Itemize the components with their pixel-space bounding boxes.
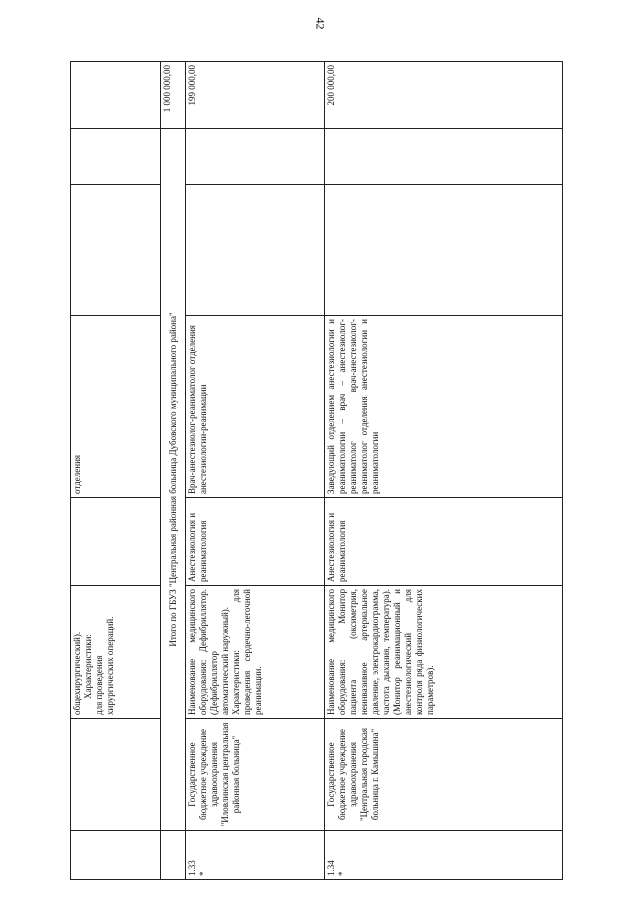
equipment-line: общехирургический). bbox=[72, 631, 82, 715]
subtotal-amount: 1 000 000,00 bbox=[161, 62, 186, 129]
cell-number-empty bbox=[161, 831, 186, 880]
table-row bbox=[325, 62, 563, 880]
cell-empty bbox=[325, 129, 563, 185]
row-amount: 199 000,00 bbox=[186, 62, 325, 129]
cell-empty bbox=[71, 185, 161, 316]
cell-department-continuation: отделения bbox=[71, 316, 161, 498]
row-number: 1.34 * bbox=[325, 831, 563, 880]
row-institution: Государственное бюджетное учреждение здравоохранения "Центральная городская больница г. Камышина" bbox=[325, 719, 563, 831]
cell-amount-empty bbox=[71, 62, 161, 129]
cell-empty bbox=[325, 185, 563, 316]
page-number: 42 bbox=[313, 17, 328, 30]
row-equipment: Наименование медицинского оборудования: Монитор пациента (оксиметрия, неинвазивное артериальное давление, электрокардиограмма, частота дыхания, температура). (Монитор реанимационный и анестезиологический для контроля ряда физиологических параметров). bbox=[325, 586, 563, 719]
rotated-table-wrapper bbox=[70, 62, 562, 880]
cell-number-empty bbox=[71, 831, 161, 880]
subtotal-label: Итого по ГБУЗ "Центральная районная больница Дубовского муниципального района" bbox=[161, 129, 186, 831]
cell-empty bbox=[71, 129, 161, 185]
row-institution: Государственное бюджетное учреждение здравоохранения "Иловлинская центральная районная больница" bbox=[186, 719, 325, 831]
row-number: 1.33 * bbox=[186, 831, 325, 880]
table-row bbox=[186, 62, 325, 880]
row-equipment: Наименование медицинского оборудования: Дефибриллятор. (Дефибриллятор автоматический наружный). Характеристики: для проведения сердечно-легочной реанимации. bbox=[186, 586, 325, 719]
table-row-subtotal bbox=[161, 62, 186, 880]
row-staff: Заведующий отделением анестезиологии и реаниматологии – врач – анестезиолог-реаниматолог врач-анестезиолог-реаниматолог отделения анестезиологии и реаниматологии bbox=[325, 316, 563, 498]
equipment-line: хирургических операций. bbox=[104, 616, 115, 715]
table-row-continuation bbox=[71, 62, 161, 880]
equipment-table bbox=[70, 61, 563, 880]
row-staff: Врач-анестезиолог-реаниматолог отделения анестезиологии-реанимации bbox=[186, 316, 325, 498]
cell-equipment-continuation bbox=[71, 586, 161, 719]
equipment-line: для проведения bbox=[93, 655, 104, 715]
row-profile: Анестезиология и реаниматология bbox=[186, 498, 325, 586]
equipment-line: Характеристики: bbox=[82, 634, 93, 699]
row-amount: 200 000,00 bbox=[325, 62, 563, 129]
cell-empty bbox=[186, 185, 325, 316]
cell-institution-empty bbox=[71, 719, 161, 831]
cell-empty bbox=[186, 129, 325, 185]
row-profile: Анестезиология и реаниматология bbox=[325, 498, 563, 586]
cell-profile-empty bbox=[71, 498, 161, 586]
